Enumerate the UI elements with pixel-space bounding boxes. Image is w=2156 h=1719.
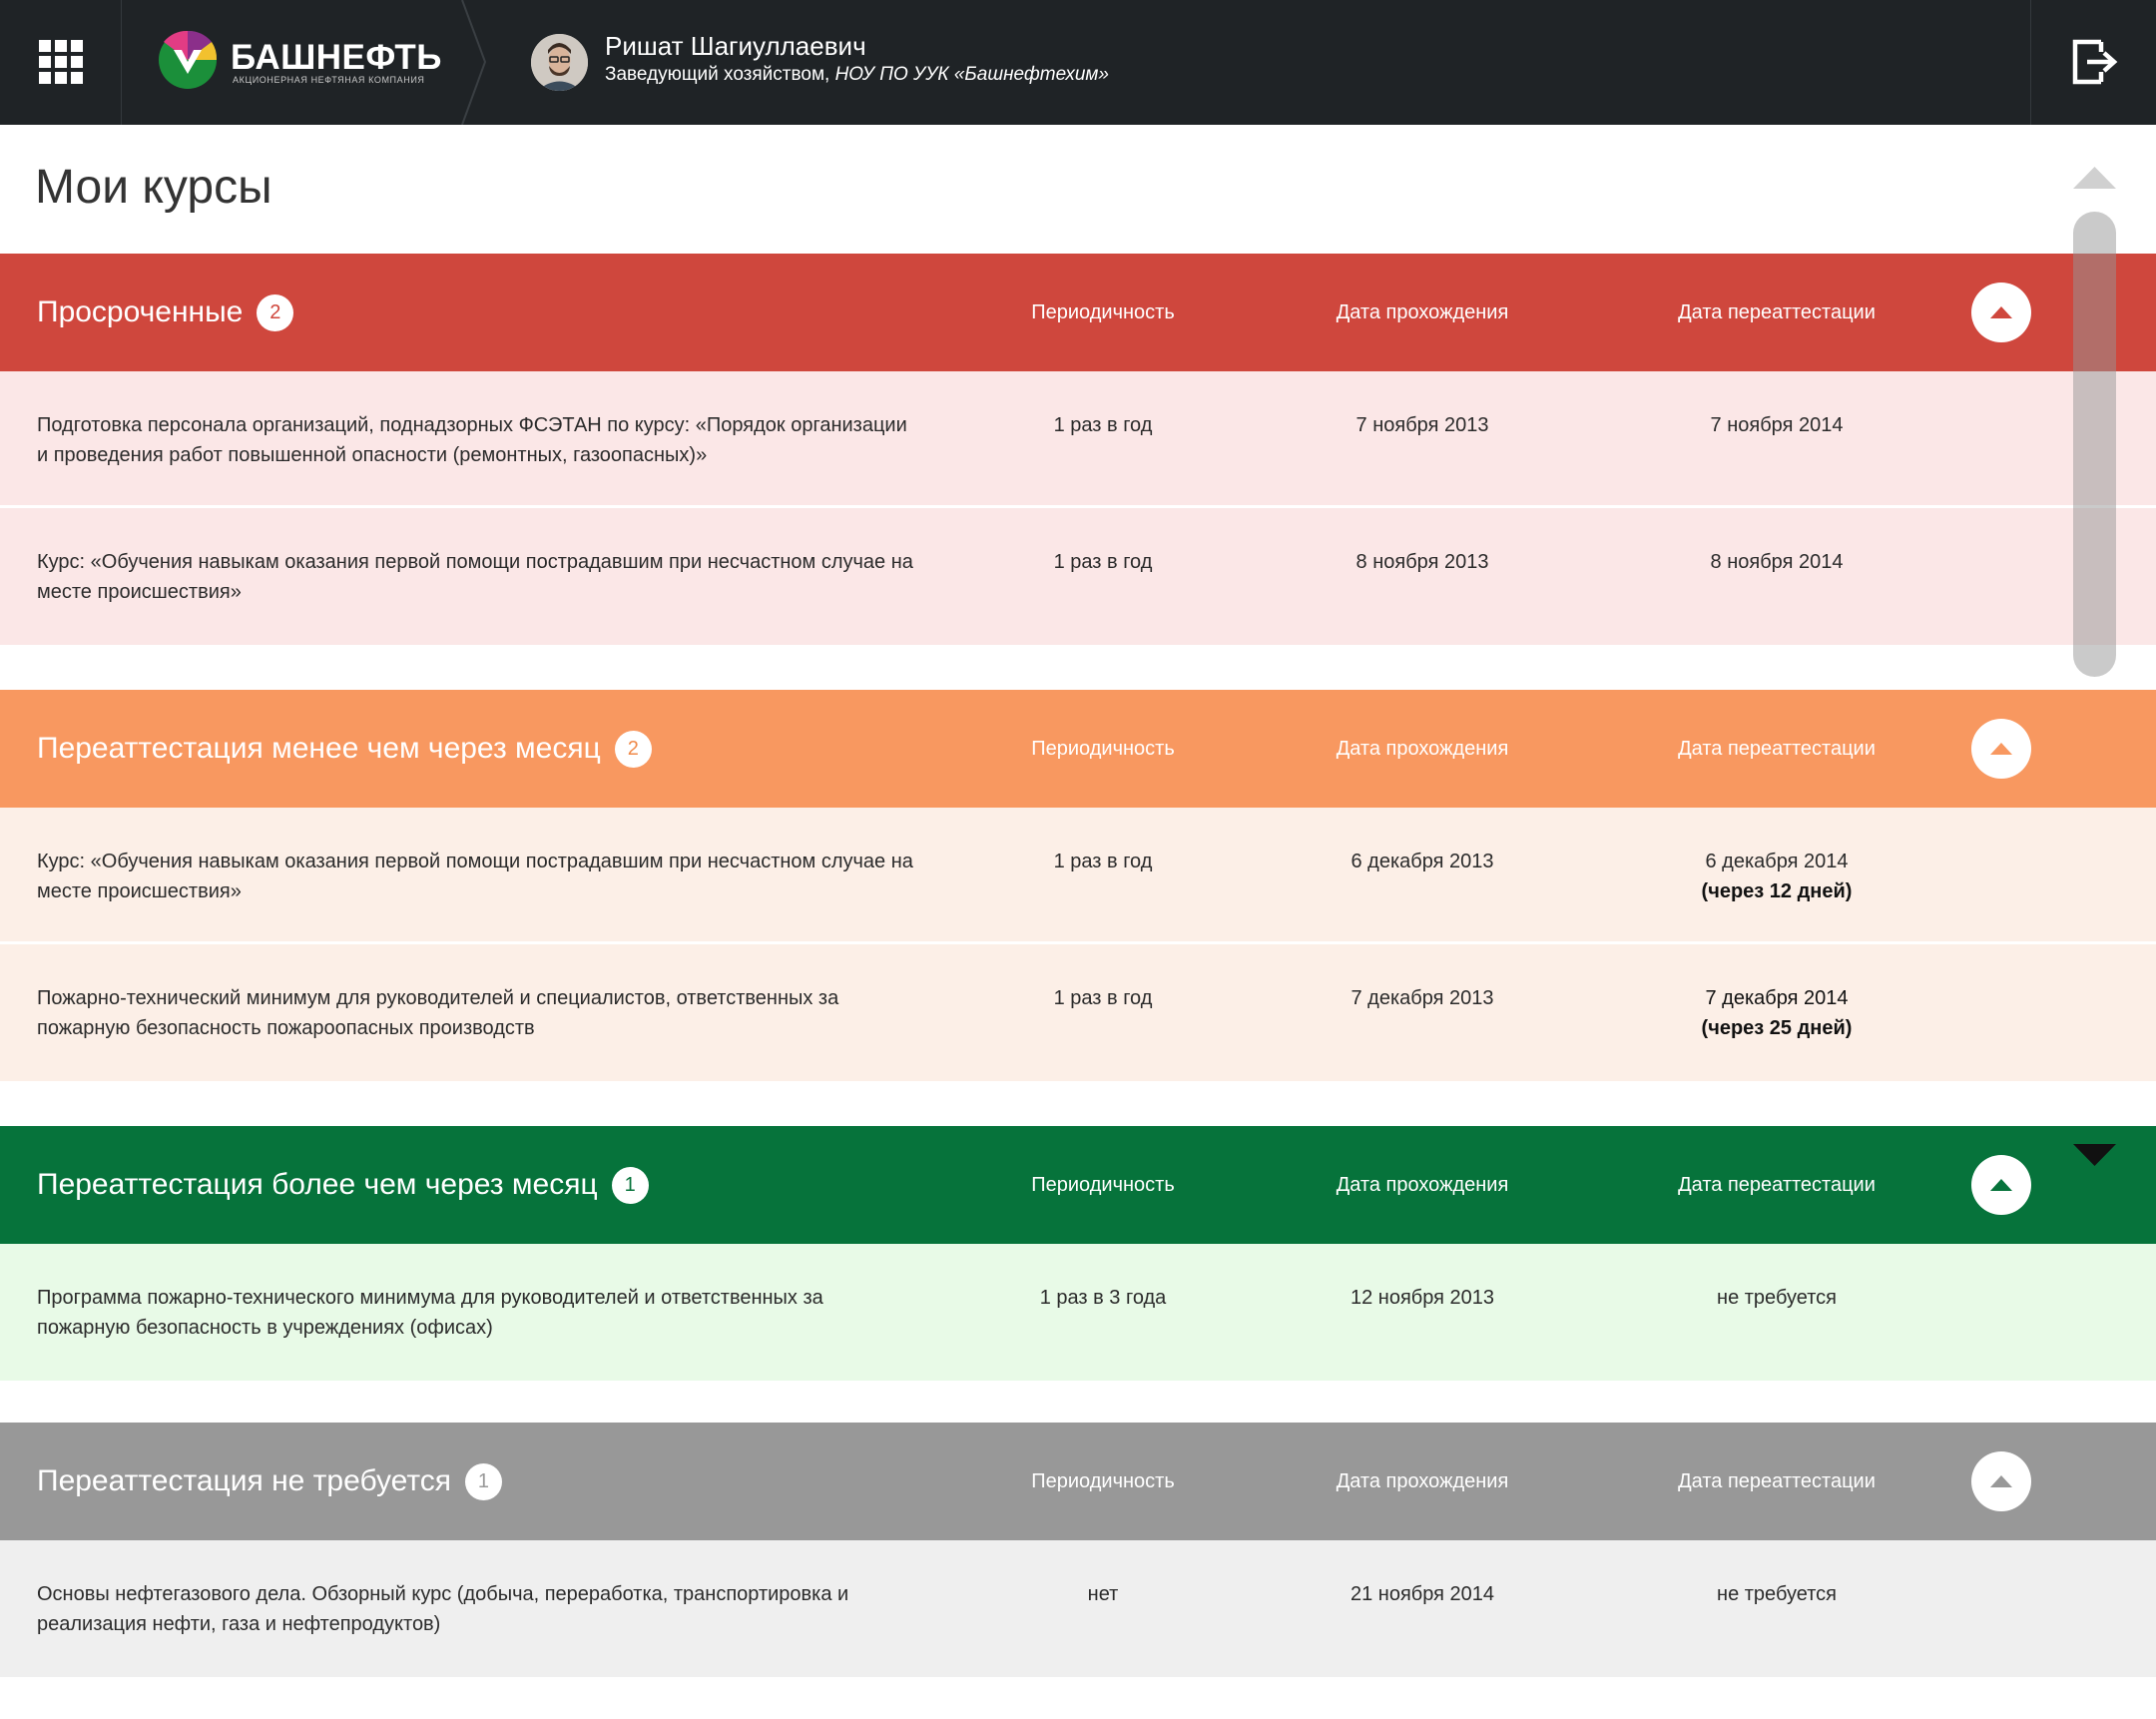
section-recert-not-required — [0, 1423, 2156, 1677]
column-header-recert-date[interactable]: Дата переаттестации — [1678, 1470, 1876, 1492]
course-name[interactable]: Подготовка персонала организаций, поднадзорных ФСЭТАН по курсу: «Порядок организации и проведения работ повышенной опасности (ремонтных, газоопасных)» — [37, 414, 907, 466]
table-row[interactable] — [0, 1540, 2156, 1677]
section-count-badge: 2 — [615, 731, 652, 768]
table-row[interactable] — [0, 1244, 2156, 1381]
course-recert-date: 8 ноября 2014 — [1710, 551, 1844, 573]
column-header-pass-date[interactable]: Дата прохождения — [1336, 1470, 1509, 1492]
column-header-pass-date[interactable]: Дата прохождения — [1336, 301, 1509, 323]
chevron-up-icon — [1990, 1177, 2012, 1191]
course-name[interactable]: Пожарно-технический минимум для руководителей и специалистов, ответственных за пожарную безопасность пожароопасных производств — [37, 987, 839, 1039]
breadcrumb-separator-icon — [461, 0, 487, 125]
user-role-organization: НОУ ПО УУК «Башнефтехим» — [834, 64, 1109, 85]
recert-days-left: (через 12 дней) — [1701, 880, 1853, 902]
course-periodicity: 1 раз в 3 года — [1039, 1287, 1167, 1309]
recert-days-left: (через 25 дней) — [1701, 1017, 1853, 1039]
apps-menu-button[interactable] — [0, 0, 122, 125]
table-row[interactable] — [0, 808, 2156, 944]
section-title-text: Переаттестация более чем через месяц — [37, 1168, 598, 1201]
course-periodicity: 1 раз в год — [1053, 987, 1153, 1009]
logout-button[interactable] — [2030, 0, 2156, 125]
section-title — [37, 1423, 502, 1540]
section-recert-under-month — [0, 690, 2156, 1081]
course-name[interactable]: Курс: «Обучения навыкам оказания первой помощи пострадавшим при несчастном случае на месте происшествия» — [37, 851, 913, 902]
table-row[interactable] — [0, 508, 2156, 645]
course-name[interactable]: Программа пожарно-технического минимума для руководителей и ответственных за пожарную безопасность в учреждениях (офисах) — [37, 1287, 823, 1339]
brand-subtitle: АКЦИОНЕРНАЯ НЕФТЯНАЯ КОМПАНИЯ — [233, 75, 425, 85]
course-pass-date: 7 ноября 2013 — [1355, 414, 1489, 436]
course-name[interactable]: Курс: «Обучения навыкам оказания первой помощи пострадавшим при несчастном случае на месте происшествия» — [37, 551, 913, 603]
course-pass-date: 8 ноября 2013 — [1355, 551, 1489, 573]
column-header-periodicity[interactable]: Периодичность — [1031, 1470, 1175, 1492]
column-header-periodicity[interactable]: Периодичность — [1031, 301, 1175, 323]
table-row[interactable] — [0, 944, 2156, 1081]
collapse-section-button[interactable] — [1971, 1155, 2031, 1215]
course-name[interactable]: Основы нефтегазового дела. Обзорный курс (добыча, переработка, транспортировка и реализация нефти, газа и нефтепродуктов) — [37, 1583, 849, 1635]
section-title-text: Переаттестация не требуется — [37, 1464, 451, 1497]
user-role-position: Заведующий хозяйством, — [605, 64, 835, 85]
column-header-periodicity[interactable]: Периодичность — [1031, 1174, 1175, 1196]
course-periodicity: 1 раз в год — [1053, 414, 1153, 436]
course-pass-date: 7 декабря 2013 — [1350, 987, 1494, 1009]
section-header — [0, 1423, 2156, 1540]
user-avatar-icon — [531, 34, 588, 91]
grid-icon — [39, 40, 84, 85]
section-title — [37, 690, 652, 808]
column-header-recert-date[interactable]: Дата переаттестации — [1678, 301, 1876, 323]
column-header-pass-date[interactable]: Дата прохождения — [1336, 738, 1509, 760]
course-recert-date — [1637, 847, 1916, 906]
section-title — [37, 254, 293, 371]
user-name: Ришат Шагиуллаевич — [605, 31, 866, 61]
section-count-badge: 1 — [612, 1167, 649, 1204]
column-header-recert-date[interactable]: Дата переаттестации — [1678, 1174, 1876, 1196]
section-header — [0, 1126, 2156, 1244]
brand-name: БАШНЕФТЬ — [231, 38, 442, 77]
chevron-up-icon — [1990, 1473, 2012, 1487]
course-recert-date: не требуется — [1717, 1287, 1837, 1309]
scroll-down-icon[interactable] — [2073, 1144, 2116, 1166]
course-recert-date: 7 ноября 2014 — [1710, 414, 1844, 436]
section-overdue — [0, 254, 2156, 645]
avatar[interactable] — [531, 34, 588, 91]
column-header-pass-date[interactable]: Дата прохождения — [1336, 1174, 1509, 1196]
section-count-badge: 2 — [257, 294, 293, 331]
course-periodicity: нет — [1087, 1583, 1119, 1605]
course-pass-date: 12 ноября 2013 — [1349, 1287, 1495, 1309]
column-header-periodicity[interactable]: Периодичность — [1031, 738, 1175, 760]
section-recert-over-month — [0, 1126, 2156, 1381]
course-periodicity: 1 раз в год — [1053, 551, 1153, 573]
recert-date-value: 6 декабря 2014 — [1705, 851, 1849, 872]
page-title: Мои курсы — [35, 161, 272, 214]
chevron-up-icon — [1990, 304, 2012, 318]
column-header-recert-date[interactable]: Дата переаттестации — [1678, 738, 1876, 760]
collapse-section-button[interactable] — [1971, 1451, 2031, 1511]
recert-date-value: 7 декабря 2014 — [1705, 987, 1849, 1009]
course-recert-date — [1637, 983, 1916, 1043]
collapse-section-button[interactable] — [1971, 283, 2031, 342]
user-role — [605, 64, 1109, 86]
top-bar — [0, 0, 2156, 125]
section-count-badge: 1 — [465, 1463, 502, 1500]
brand-logo-link[interactable] — [158, 30, 442, 92]
course-pass-date: 21 ноября 2014 — [1349, 1583, 1495, 1605]
logout-icon — [2071, 38, 2119, 86]
section-title — [37, 1126, 649, 1244]
chevron-up-icon — [1990, 741, 2012, 755]
section-header — [0, 254, 2156, 371]
collapse-section-button[interactable] — [1971, 719, 2031, 779]
section-title-text: Переаттестация менее чем через месяц — [37, 732, 601, 765]
course-recert-date: не требуется — [1717, 1583, 1837, 1605]
section-header — [0, 690, 2156, 808]
section-title-text: Просроченные — [37, 295, 244, 328]
scrollbar-thumb[interactable] — [2073, 212, 2116, 677]
course-periodicity: 1 раз в год — [1053, 851, 1153, 872]
bashneft-logo-icon — [158, 30, 218, 90]
course-pass-date: 6 декабря 2013 — [1350, 851, 1494, 872]
table-row[interactable] — [0, 371, 2156, 508]
scroll-up-icon[interactable] — [2073, 167, 2116, 189]
